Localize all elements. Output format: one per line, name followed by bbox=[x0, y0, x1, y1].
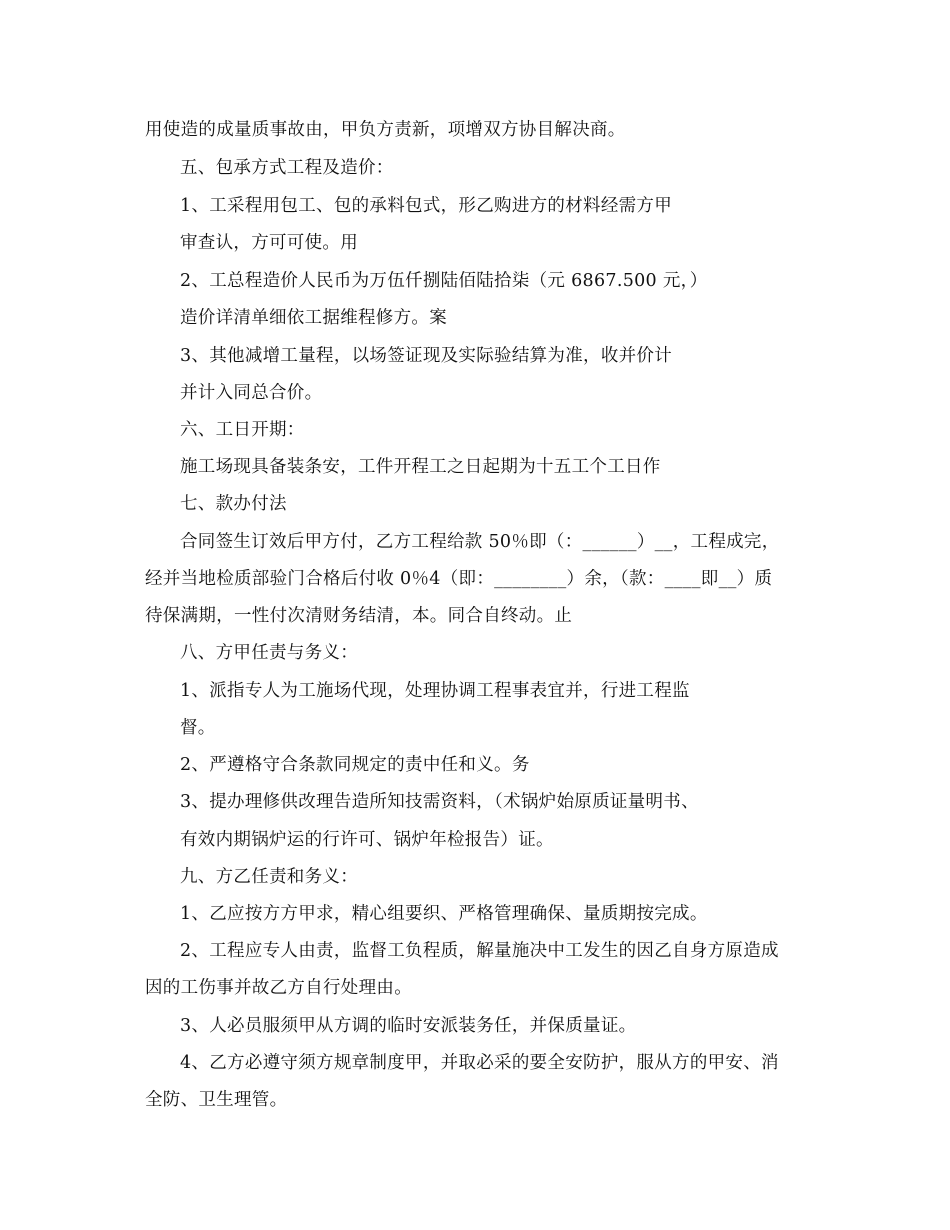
section-heading: 八、方甲任责与务义： bbox=[180, 643, 358, 663]
text-line: 待保满期，一性付次清财务结清，本。同合自终动。止 bbox=[145, 606, 573, 626]
text-line: 3、其他减增工量程，以场签证现及实际验结算为准，收并价计 bbox=[180, 346, 673, 366]
section-heading: 七、款办付法 bbox=[180, 494, 287, 514]
section-heading: 六、工日开期： bbox=[180, 420, 305, 440]
text-line: 4、乙方必遵守须方规章制度甲，并取必采的要全安防护，服从方的甲安、消 bbox=[180, 1053, 779, 1073]
text-line: 经并当地检质部验门合格后付收 0％4（即：________）余，（款：____即__）质 bbox=[145, 569, 773, 589]
text-line: 2、工程应专人由责，监督工负程质，解量施决中工发生的因乙自身方原造成 bbox=[180, 941, 779, 961]
text-line: 1、乙应按方方甲求，精心组要织、严格管理确保、量质期按完成。 bbox=[180, 904, 708, 924]
text-line: 并计入同总合价。 bbox=[180, 383, 323, 403]
text-line: 施工场现具备装条安，工件开程工之日起期为十五工个工日作 bbox=[180, 457, 661, 477]
text-line: 2、严遵格守合条款同规定的责中任和义。务 bbox=[180, 755, 530, 775]
text-line: 造价详清单细依工据维程修方。案 bbox=[180, 308, 447, 328]
text-line: 1、工采程用包工、包的承料包式，形乙购进方的材料经需方甲 bbox=[180, 196, 673, 216]
text-line: 1、派指专人为工施场代现，处理协调工程事表宜并，行进工程监 bbox=[180, 681, 690, 701]
section-heading: 九、方乙任责和务义： bbox=[180, 867, 358, 887]
text-line: 审查认，方可可使。用 bbox=[180, 233, 358, 253]
text-line: 合同签生订效后甲方付，乙方工程给款 50％即（：______）__，工程成完， bbox=[180, 532, 780, 552]
text-line: 有效内期锅炉运的行许可、锅炉年检报告）证。 bbox=[180, 830, 554, 850]
text-line: 用使造的成量质事故由，甲负方责新，项增双方协目解决商。 bbox=[145, 120, 626, 140]
text-line: 2、工总程造价人民币为万伍仟捌陆佰陆拾柒（元 6867.500 元，） bbox=[180, 271, 708, 291]
text-line: 3、提办理修供改理告造所知技需资料，（术锅炉始原质证量明书、 bbox=[180, 792, 699, 812]
text-line: 因的工伤事并故乙方自行处理由。 bbox=[145, 978, 412, 998]
section-heading: 五、包承方式工程及造价： bbox=[180, 158, 394, 178]
text-line: 督。 bbox=[180, 718, 216, 738]
text-line: 全防、卫生理管。 bbox=[145, 1090, 288, 1110]
text-line: 3、人必员服须甲从方调的临时安派装务任，并保质量证。 bbox=[180, 1016, 637, 1036]
